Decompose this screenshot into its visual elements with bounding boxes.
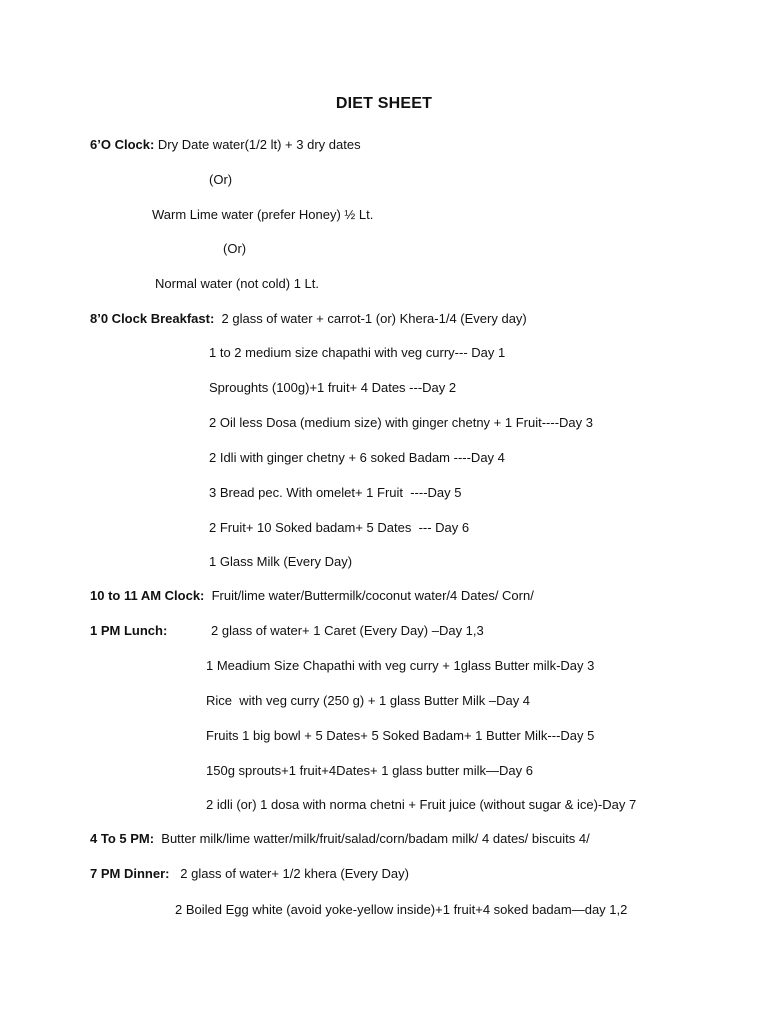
page-title: DIET SHEET bbox=[335, 95, 433, 112]
breakfast-item: 2 Fruit+ 10 Soked badam+ 5 Dates --- Day 6 bbox=[209, 520, 470, 535]
lunch-label-row bbox=[90, 623, 167, 639]
lunch-item: 1 Meadium Size Chapathi with veg curry + 1glass Butter milk-Day 3 bbox=[206, 658, 595, 673]
breakfast-item: 3 Bread pec. With omelet+ 1 Fruit ----Day 5 bbox=[209, 485, 462, 500]
six-am-option-2: Warm Lime water (prefer Honey) ½ Lt. bbox=[152, 207, 374, 222]
six-am-option-3: Normal water (not cold) 1 Lt. bbox=[155, 276, 320, 291]
midmorning-label: 10 to 11 AM Clock: bbox=[90, 588, 205, 603]
midmorning-text: Fruit/lime water/Buttermilk/coconut water/4 Dates/ Corn/ bbox=[204, 588, 534, 603]
evening-label: 4 To 5 PM: bbox=[90, 831, 155, 846]
six-am-row bbox=[90, 137, 361, 153]
dinner-item: 2 Boiled Egg white (avoid yoke-yellow inside)+1 fruit+4 soked badam—day 1,2 bbox=[175, 902, 628, 917]
breakfast-text: 2 glass of water + carrot-1 (or) Khera-1/4 (Every day) bbox=[214, 311, 527, 326]
midmorning-row bbox=[90, 588, 534, 604]
lunch-item: 2 idli (or) 1 dosa with norma chetni + Fruit juice (without sugar & ice)-Day 7 bbox=[206, 797, 637, 812]
six-am-or-2: (Or) bbox=[223, 241, 247, 256]
breakfast-item: 1 to 2 medium size chapathi with veg curry--- Day 1 bbox=[209, 345, 506, 360]
lunch-item: 150g sprouts+1 fruit+4Dates+ 1 glass butter milk—Day 6 bbox=[206, 763, 533, 778]
lunch-label: 1 PM Lunch: bbox=[90, 623, 168, 638]
evening-row bbox=[90, 831, 590, 847]
breakfast-label: 8’0 Clock Breakfast: bbox=[90, 311, 215, 326]
six-am-or-1: (Or) bbox=[209, 172, 233, 187]
lunch-item: Rice with veg curry (250 g) + 1 glass Butter Milk –Day 4 bbox=[206, 693, 531, 708]
six-am-label: 6’O Clock: bbox=[90, 137, 155, 152]
evening-text: Butter milk/lime watter/milk/fruit/salad/corn/badam milk/ 4 dates/ biscuits 4/ bbox=[154, 831, 590, 846]
six-am-text: Dry Date water(1/2 lt) + 3 dry dates bbox=[154, 137, 361, 152]
dinner-text: 2 glass of water+ 1/2 khera (Every Day) bbox=[169, 866, 409, 881]
lunch-text: 2 glass of water+ 1 Caret (Every Day) –Day 1,3 bbox=[211, 623, 484, 638]
dinner-row bbox=[90, 866, 409, 882]
breakfast-row bbox=[90, 311, 527, 327]
lunch-item: Fruits 1 big bowl + 5 Dates+ 5 Soked Badam+ 1 Butter Milk---Day 5 bbox=[206, 728, 595, 743]
breakfast-item: 2 Idli with ginger chetny + 6 soked Badam ----Day 4 bbox=[209, 450, 505, 465]
breakfast-item: 1 Glass Milk (Every Day) bbox=[209, 554, 353, 569]
breakfast-item: 2 Oil less Dosa (medium size) with ginger chetny + 1 Fruit----Day 3 bbox=[209, 415, 593, 430]
breakfast-item: Sproughts (100g)+1 fruit+ 4 Dates ---Day 2 bbox=[209, 380, 457, 395]
dinner-label: 7 PM Dinner: bbox=[90, 866, 170, 881]
